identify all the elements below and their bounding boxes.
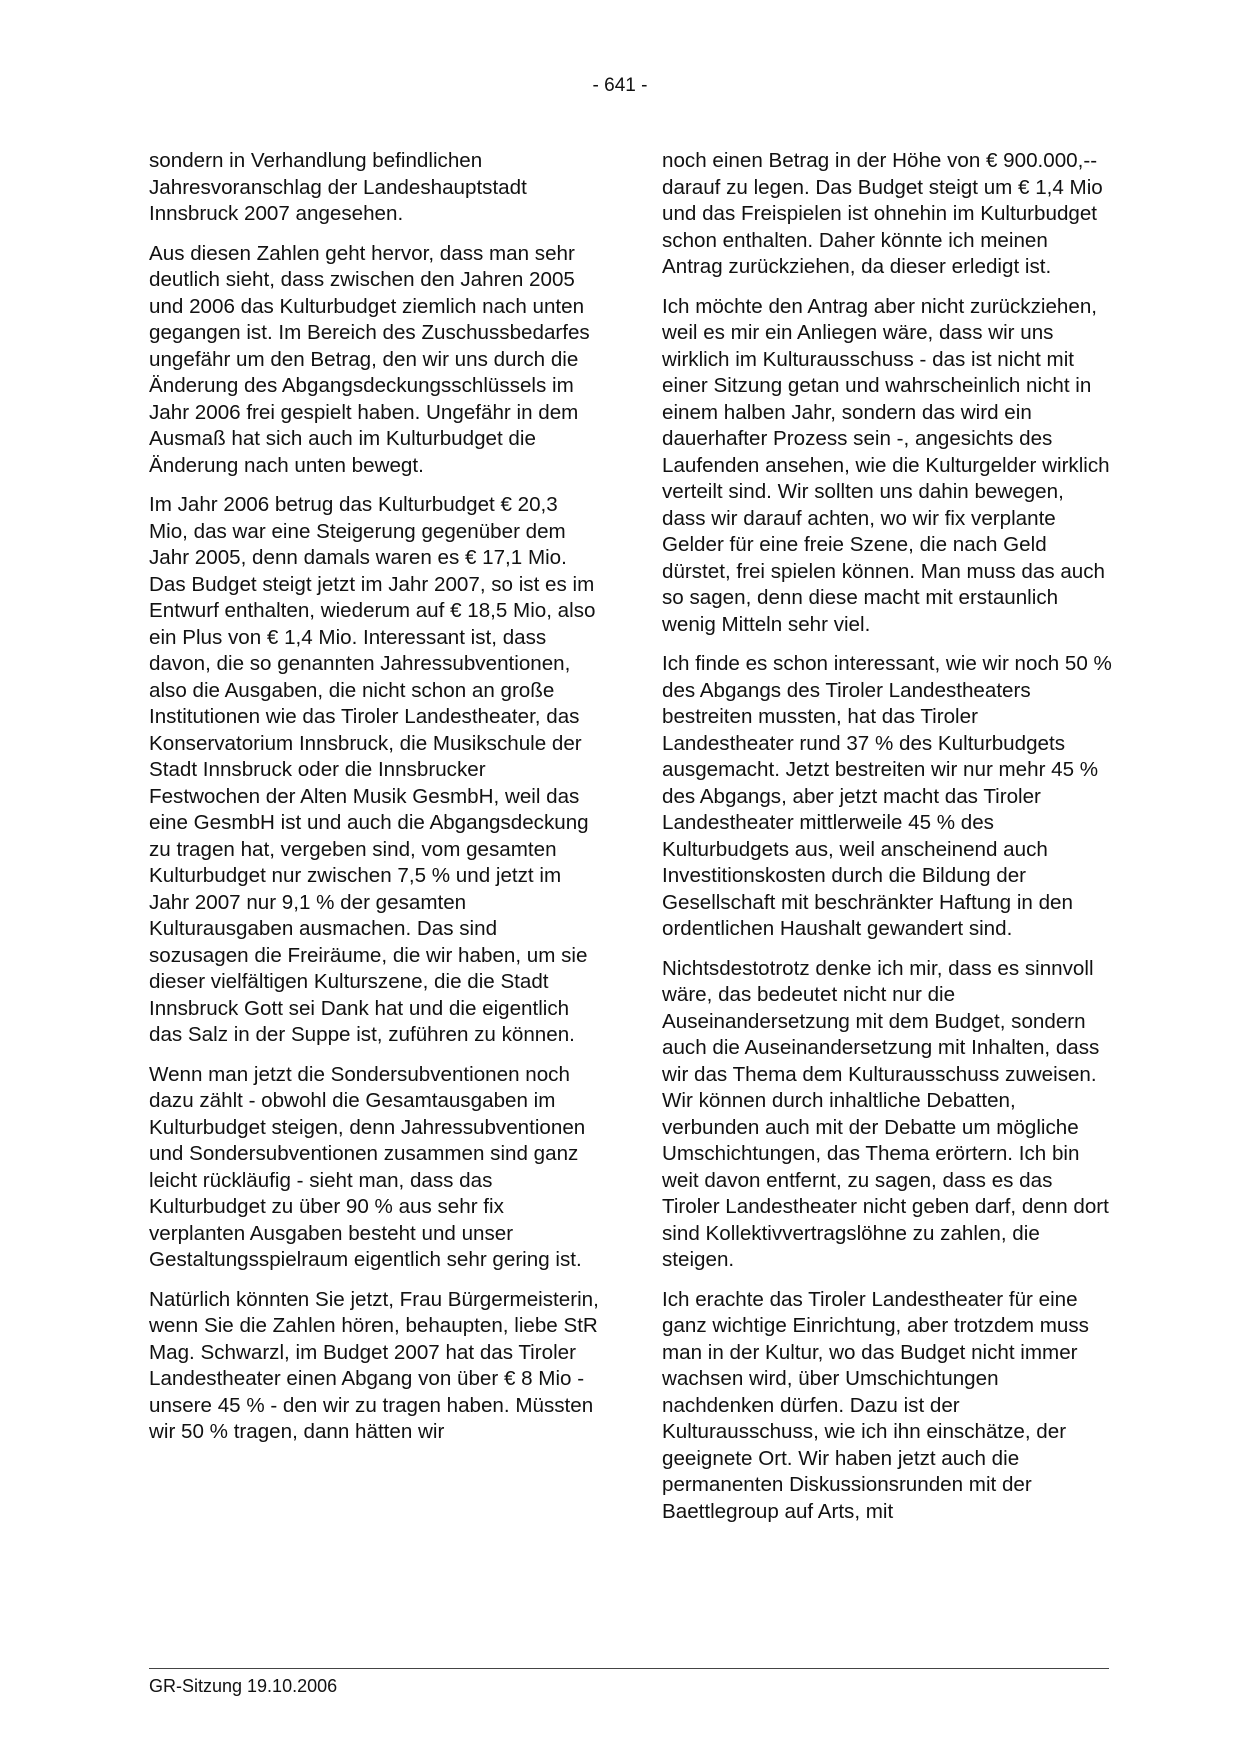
paragraph: Im Jahr 2006 betrug das Kulturbudget € 20,3 Mio, das war eine Steigerung gegenüber dem Jahr 2005, denn damals waren es € 17,1 Mio. Das Budget steigt jetzt im Jahr 2007, so ist es im Entwurf enthalten, wiederum auf € 18,5 Mio, also ein Plus von € 1,4 Mio. Interessant ist, dass davon, die so genannten Jahressubventionen, also die Ausgaben, die nicht schon an große Institutionen wie das Tiroler Landestheater, das Konservatorium Innsbruck, die Musikschule der Stadt Innsbruck oder die Innsbrucker Festwochen der Alten Musik GesmbH, weil das eine GesmbH ist und auch die Abgangsdeckung zu tragen hat, vergeben sind, vom gesamten Kulturbudget nur zwischen 7,5 % und jetzt im Jahr 2007 nur 9,1 % der gesamten Kulturausgaben ausmachen. Das sind sozusagen die Freiräume, die wir haben, um sie dieser vielfältigen Kulturszene, die die Stadt Innsbruck Gott sei Dank hat und die eigentlich das Salz in der Suppe ist, zuführen zu können. xyxy=(149,493,596,1046)
paragraph: Wenn man jetzt die Sondersubventionen noch dazu zählt - obwohl die Gesamtausgaben im Kulturbudget steigen, denn Jahressubventionen und Sondersubventionen zusammen sind ganz leicht rückläufig - sieht man, dass das Kulturbudget zu über 90 % aus sehr fix verplanten Ausgaben besteht und unser Gestaltungsspielraum eigentlich sehr gering ist. xyxy=(149,1062,586,1271)
page-number: - 641 - xyxy=(592,75,648,96)
paragraph: Ich möchte den Antrag aber nicht zurückziehen, weil es mir ein Anliegen wäre, dass wir uns wirklich im Kulturausschuss - das ist nicht mit einer Sitzung getan und wahrscheinlich nicht in einem halben Jahr, sondern das wird ein dauerhafter Prozess sein -, angesichts des Laufenden ansehen, wie die Kulturgelder wirklich verteilt sind. Wir sollten uns dahin bewegen, dass wir darauf achten, wo wir fix verplante Gelder für eine freie Szene, die nach Geld dürstet, frei spielen können. Man muss das auch so sagen, denn diese macht mit erstaunlich wenig Mitteln sehr viel. xyxy=(662,294,1110,636)
footer-divider xyxy=(149,1668,1109,1669)
paragraph: noch einen Betrag in der Höhe von € 900.000,-- darauf zu legen. Das Budget steigt um € 1,4 Mio und das Freispielen ist ohnehin im Kulturbudget schon enthalten. Daher könnte ich meinen Antrag zurückziehen, da dieser erledigt ist. xyxy=(662,149,1103,278)
paragraph: Ich erachte das Tiroler Landestheater für eine ganz wichtige Einrichtung, aber trotzdem muss man in der Kultur, wo das Budget nicht immer wachsen wird, über Umschichtungen nachdenken dürfen. Dazu ist der Kulturausschuss, wie ich ihn einschätze, der geeignete Ort. Wir haben jetzt auch die permanenten Diskussionsrunden mit der Baettlegroup auf Arts, mit xyxy=(662,1287,1089,1523)
paragraph: Nichtsdestotrotz denke ich mir, dass es sinnvoll wäre, das bedeutet nicht nur die Auseinandersetzung mit dem Budget, sondern auch die Auseinandersetzung mit Inhalten, dass wir das Thema dem Kulturausschuss zuweisen. Wir können durch inhaltliche Debatten, verbunden auch mit der Debatte um mögliche Umschichtungen, das Thema erörtern. Ich bin weit davon entfernt, zu sagen, dass es das Tiroler Landestheater nicht geben darf, denn dort sind Kollektivvertragslöhne zu zahlen, die steigen. xyxy=(662,956,1109,1271)
paragraph: Natürlich könnten Sie jetzt, Frau Bürgermeisterin, wenn Sie die Zahlen hören, behaupten, liebe StR Mag. Schwarzl, im Budget 2007 hat das Tiroler Landestheater einen Abgang von über € 8 Mio - unsere 45 % - den wir zu tragen haben. Müssten wir 50 % tragen, dann hätten wir xyxy=(149,1287,599,1443)
paragraph: Aus diesen Zahlen geht hervor, dass man sehr deutlich sieht, dass zwischen den Jahren 2005 und 2006 das Kulturbudget ziemlich nach unten gegangen ist. Im Bereich des Zuschussbedarfes ungefähr um den Betrag, den wir uns durch die Änderung des Abgangsdeckungsschlüssels im Jahr 2006 frei gespielt haben. Ungefähr in dem Ausmaß hat sich auch im Kulturbudget die Änderung nach unten bewegt. xyxy=(149,241,590,477)
paragraph: Ich finde es schon interessant, wie wir noch 50 % des Abgangs des Tiroler Landestheaters bestreiten mussten, hat das Tiroler Landestheater rund 37 % des Kulturbudgets ausgemacht. Jetzt bestreiten wir nur mehr 45 % des Abgangs, aber jetzt macht das Tiroler Landestheater mittlerweile 45 % des Kulturbudgets aus, weil anscheinend auch Investitionskosten durch die Bildung der Gesellschaft mit beschränkter Haftung in den ordentlichen Haushalt gewandert sind. xyxy=(662,652,1112,940)
left-column xyxy=(149,148,599,1459)
paragraph: sondern in Verhandlung befindlichen Jahresvoranschlag der Landeshauptstadt Innsbruck 2007 angesehen. xyxy=(149,149,527,225)
right-column xyxy=(662,148,1112,1538)
footer-session-date: GR-Sitzung 19.10.2006 xyxy=(149,1676,338,1696)
